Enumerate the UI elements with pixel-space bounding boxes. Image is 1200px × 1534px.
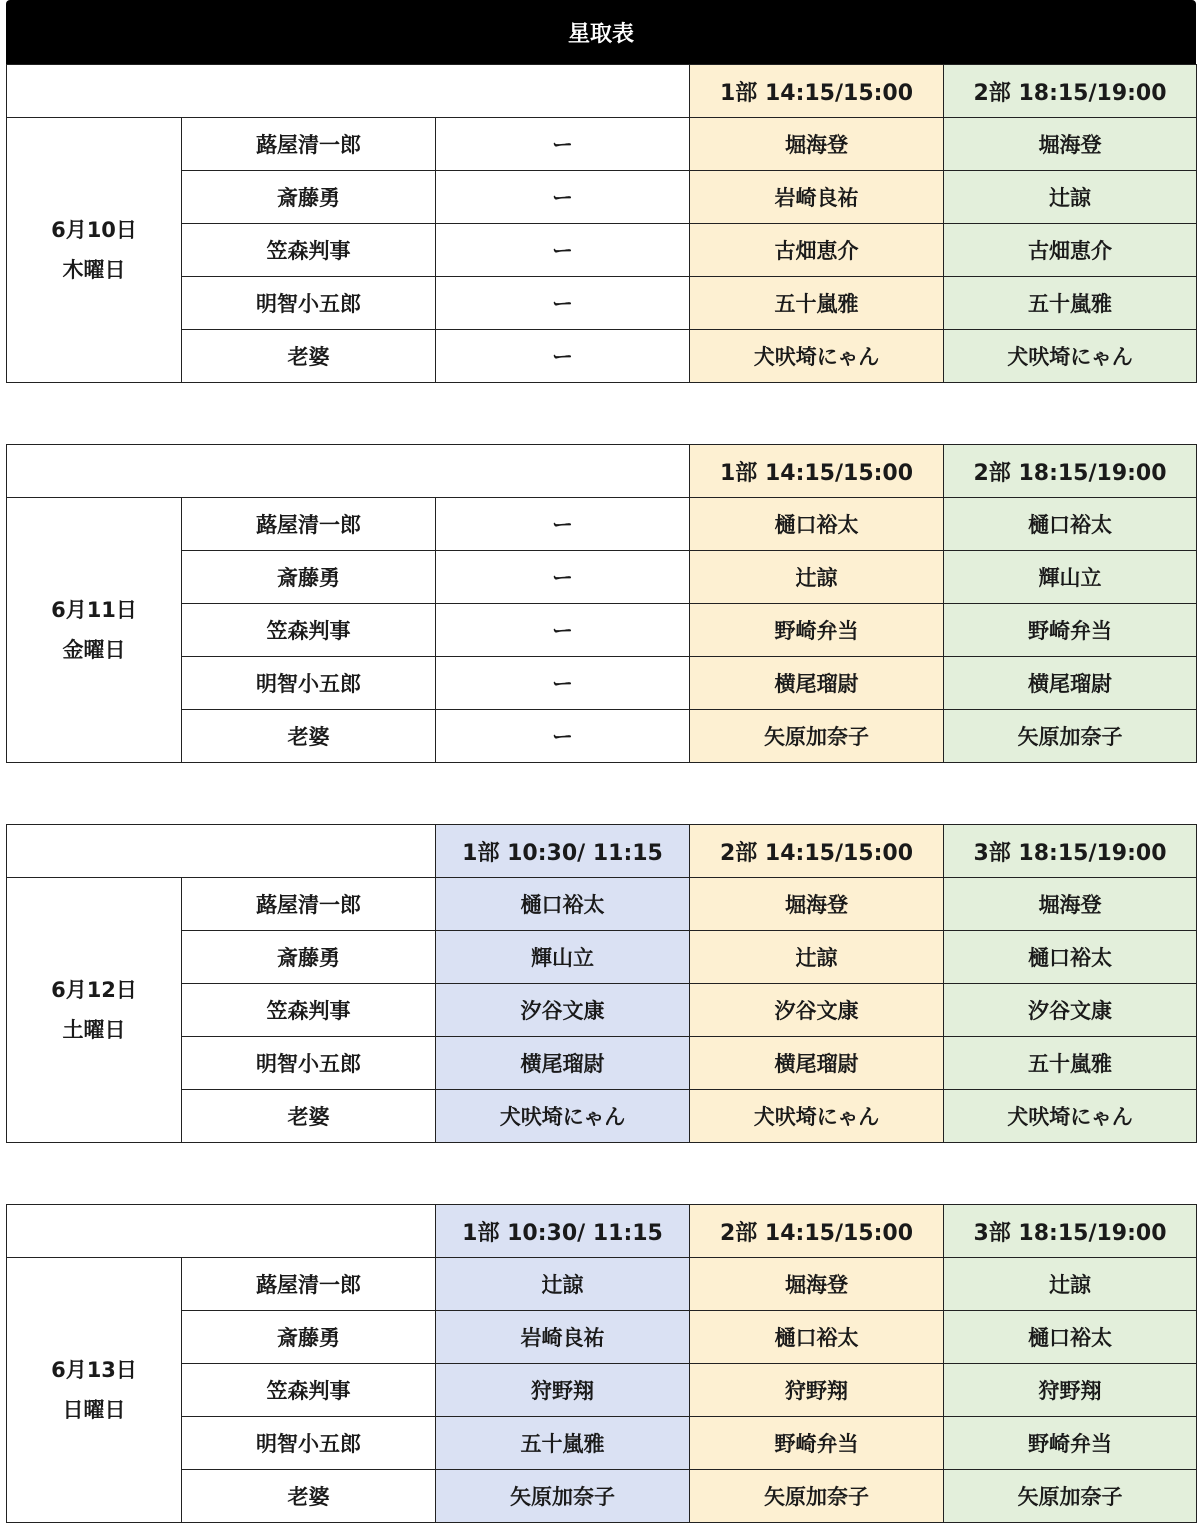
cast-cell: 犬吠埼にゃん	[690, 330, 944, 383]
cast-cell: 矢原加奈子	[944, 710, 1197, 763]
role-name: 笠森判事	[182, 984, 436, 1037]
cast-cell: 五十嵐雅	[944, 277, 1197, 330]
table-row	[7, 604, 1197, 657]
session-header: 1部 10:30/ 11:15	[436, 1205, 690, 1258]
cast-cell: 古畑恵介	[944, 224, 1197, 277]
cast-cell: 樋口裕太	[944, 931, 1197, 984]
session-header: 2部 14:15/15:00	[690, 1205, 944, 1258]
cast-cell: 野崎弁当	[944, 604, 1197, 657]
table-row	[7, 1311, 1197, 1364]
session-header: 2部 14:15/15:00	[690, 825, 944, 878]
table-row	[7, 657, 1197, 710]
cast-cell: 野崎弁当	[690, 1417, 944, 1470]
no-show-dash: ー	[436, 551, 690, 604]
header-spacer	[7, 65, 690, 118]
cast-cell: 樋口裕太	[690, 498, 944, 551]
cast-cell: 輝山立	[436, 931, 690, 984]
table-row	[7, 710, 1197, 763]
role-name: 斎藤勇	[182, 1311, 436, 1364]
session-header: 2部 18:15/19:00	[944, 445, 1197, 498]
table-row	[7, 1470, 1197, 1523]
role-name: 斎藤勇	[182, 551, 436, 604]
table-row	[7, 1258, 1197, 1311]
cast-cell: 矢原加奈子	[944, 1470, 1197, 1523]
cast-cell: 辻諒	[690, 551, 944, 604]
cast-cell: 野崎弁当	[690, 604, 944, 657]
no-show-dash: ー	[436, 118, 690, 171]
table-row	[7, 878, 1197, 931]
cast-cell: 五十嵐雅	[690, 277, 944, 330]
table-row	[7, 1417, 1197, 1470]
cast-cell: 横尾瑠尉	[690, 657, 944, 710]
day-block	[6, 1204, 1196, 1523]
cast-cell: 矢原加奈子	[690, 1470, 944, 1523]
role-name: 明智小五郎	[182, 277, 436, 330]
day-cell	[7, 1258, 182, 1523]
role-name: 蕗屋清一郎	[182, 498, 436, 551]
session-header-row	[7, 825, 1197, 878]
table-row	[7, 984, 1197, 1037]
cast-cell: 五十嵐雅	[436, 1417, 690, 1470]
page-title: 星取表	[6, 0, 1196, 64]
table-row	[7, 931, 1197, 984]
cast-cell: 汐谷文康	[944, 984, 1197, 1037]
cast-table	[6, 444, 1197, 763]
date-label: 6月13日	[51, 1358, 137, 1382]
role-name: 老婆	[182, 330, 436, 383]
cast-cell: 辻諒	[690, 931, 944, 984]
cast-cell: 横尾瑠尉	[944, 657, 1197, 710]
no-show-dash: ー	[436, 277, 690, 330]
role-name: 斎藤勇	[182, 171, 436, 224]
role-name: 笠森判事	[182, 1364, 436, 1417]
no-show-dash: ー	[436, 171, 690, 224]
cast-cell: 野崎弁当	[944, 1417, 1197, 1470]
cast-cell: 樋口裕太	[944, 1311, 1197, 1364]
table-row	[7, 498, 1197, 551]
cast-cell: 犬吠埼にゃん	[944, 330, 1197, 383]
session-header-row	[7, 65, 1197, 118]
day-cell	[7, 118, 182, 383]
cast-cell: 辻諒	[944, 1258, 1197, 1311]
cast-cell: 犬吠埼にゃん	[436, 1090, 690, 1143]
cast-cell: 樋口裕太	[436, 878, 690, 931]
cast-cell: 横尾瑠尉	[436, 1037, 690, 1090]
cast-cell: 横尾瑠尉	[690, 1037, 944, 1090]
weekday-label: 日曜日	[62, 1398, 126, 1422]
weekday-label: 木曜日	[62, 258, 126, 282]
cast-cell: 矢原加奈子	[436, 1470, 690, 1523]
day-cell	[7, 498, 182, 763]
table-row	[7, 171, 1197, 224]
no-show-dash: ー	[436, 330, 690, 383]
header-spacer	[7, 825, 436, 878]
role-name: 蕗屋清一郎	[182, 878, 436, 931]
no-show-dash: ー	[436, 224, 690, 277]
session-header: 1部 10:30/ 11:15	[436, 825, 690, 878]
cast-cell: 堀海登	[690, 878, 944, 931]
table-row	[7, 1364, 1197, 1417]
cast-cell: 堀海登	[944, 878, 1197, 931]
table-row	[7, 277, 1197, 330]
table-row	[7, 224, 1197, 277]
date-label: 6月10日	[51, 218, 137, 242]
cast-cell: 汐谷文康	[690, 984, 944, 1037]
table-row	[7, 1090, 1197, 1143]
cast-cell: 五十嵐雅	[944, 1037, 1197, 1090]
cast-table	[6, 1204, 1197, 1523]
role-name: 明智小五郎	[182, 1037, 436, 1090]
role-name: 笠森判事	[182, 224, 436, 277]
cast-cell: 辻諒	[436, 1258, 690, 1311]
session-header: 3部 18:15/19:00	[944, 825, 1197, 878]
cast-cell: 堀海登	[690, 118, 944, 171]
table-row	[7, 551, 1197, 604]
role-name: 老婆	[182, 710, 436, 763]
cast-table	[6, 824, 1197, 1143]
cast-cell: 狩野翔	[944, 1364, 1197, 1417]
cast-cell: 狩野翔	[690, 1364, 944, 1417]
cast-cell: 輝山立	[944, 551, 1197, 604]
table-row	[7, 1037, 1197, 1090]
cast-cell: 岩崎良祐	[436, 1311, 690, 1364]
cast-cell: 堀海登	[690, 1258, 944, 1311]
cast-cell: 狩野翔	[436, 1364, 690, 1417]
cast-cell: 樋口裕太	[690, 1311, 944, 1364]
role-name: 明智小五郎	[182, 1417, 436, 1470]
role-name: 明智小五郎	[182, 657, 436, 710]
session-header: 1部 14:15/15:00	[690, 65, 944, 118]
cast-cell: 樋口裕太	[944, 498, 1197, 551]
session-header-row	[7, 445, 1197, 498]
role-name: 蕗屋清一郎	[182, 1258, 436, 1311]
cast-cell: 汐谷文康	[436, 984, 690, 1037]
no-show-dash: ー	[436, 657, 690, 710]
cast-cell: 犬吠埼にゃん	[944, 1090, 1197, 1143]
table-row	[7, 330, 1197, 383]
day-cell	[7, 878, 182, 1143]
role-name: 蕗屋清一郎	[182, 118, 436, 171]
session-header-row	[7, 1205, 1197, 1258]
cast-cell: 辻諒	[944, 171, 1197, 224]
cast-table	[6, 64, 1197, 383]
weekday-label: 金曜日	[62, 638, 126, 662]
no-show-dash: ー	[436, 498, 690, 551]
role-name: 老婆	[182, 1470, 436, 1523]
date-label: 6月12日	[51, 978, 137, 1002]
day-block	[6, 444, 1196, 763]
cast-cell: 堀海登	[944, 118, 1197, 171]
session-header: 3部 18:15/19:00	[944, 1205, 1197, 1258]
header-spacer	[7, 1205, 436, 1258]
no-show-dash: ー	[436, 604, 690, 657]
cast-cell: 犬吠埼にゃん	[690, 1090, 944, 1143]
role-name: 斎藤勇	[182, 931, 436, 984]
session-header: 2部 18:15/19:00	[944, 65, 1197, 118]
no-show-dash: ー	[436, 710, 690, 763]
cast-cell: 古畑恵介	[690, 224, 944, 277]
date-label: 6月11日	[51, 598, 137, 622]
session-header: 1部 14:15/15:00	[690, 445, 944, 498]
role-name: 老婆	[182, 1090, 436, 1143]
cast-cell: 岩崎良祐	[690, 171, 944, 224]
header-spacer	[7, 445, 690, 498]
day-block	[6, 824, 1196, 1143]
cast-cell: 矢原加奈子	[690, 710, 944, 763]
table-row	[7, 118, 1197, 171]
role-name: 笠森判事	[182, 604, 436, 657]
day-block	[6, 64, 1196, 383]
weekday-label: 土曜日	[62, 1018, 126, 1042]
